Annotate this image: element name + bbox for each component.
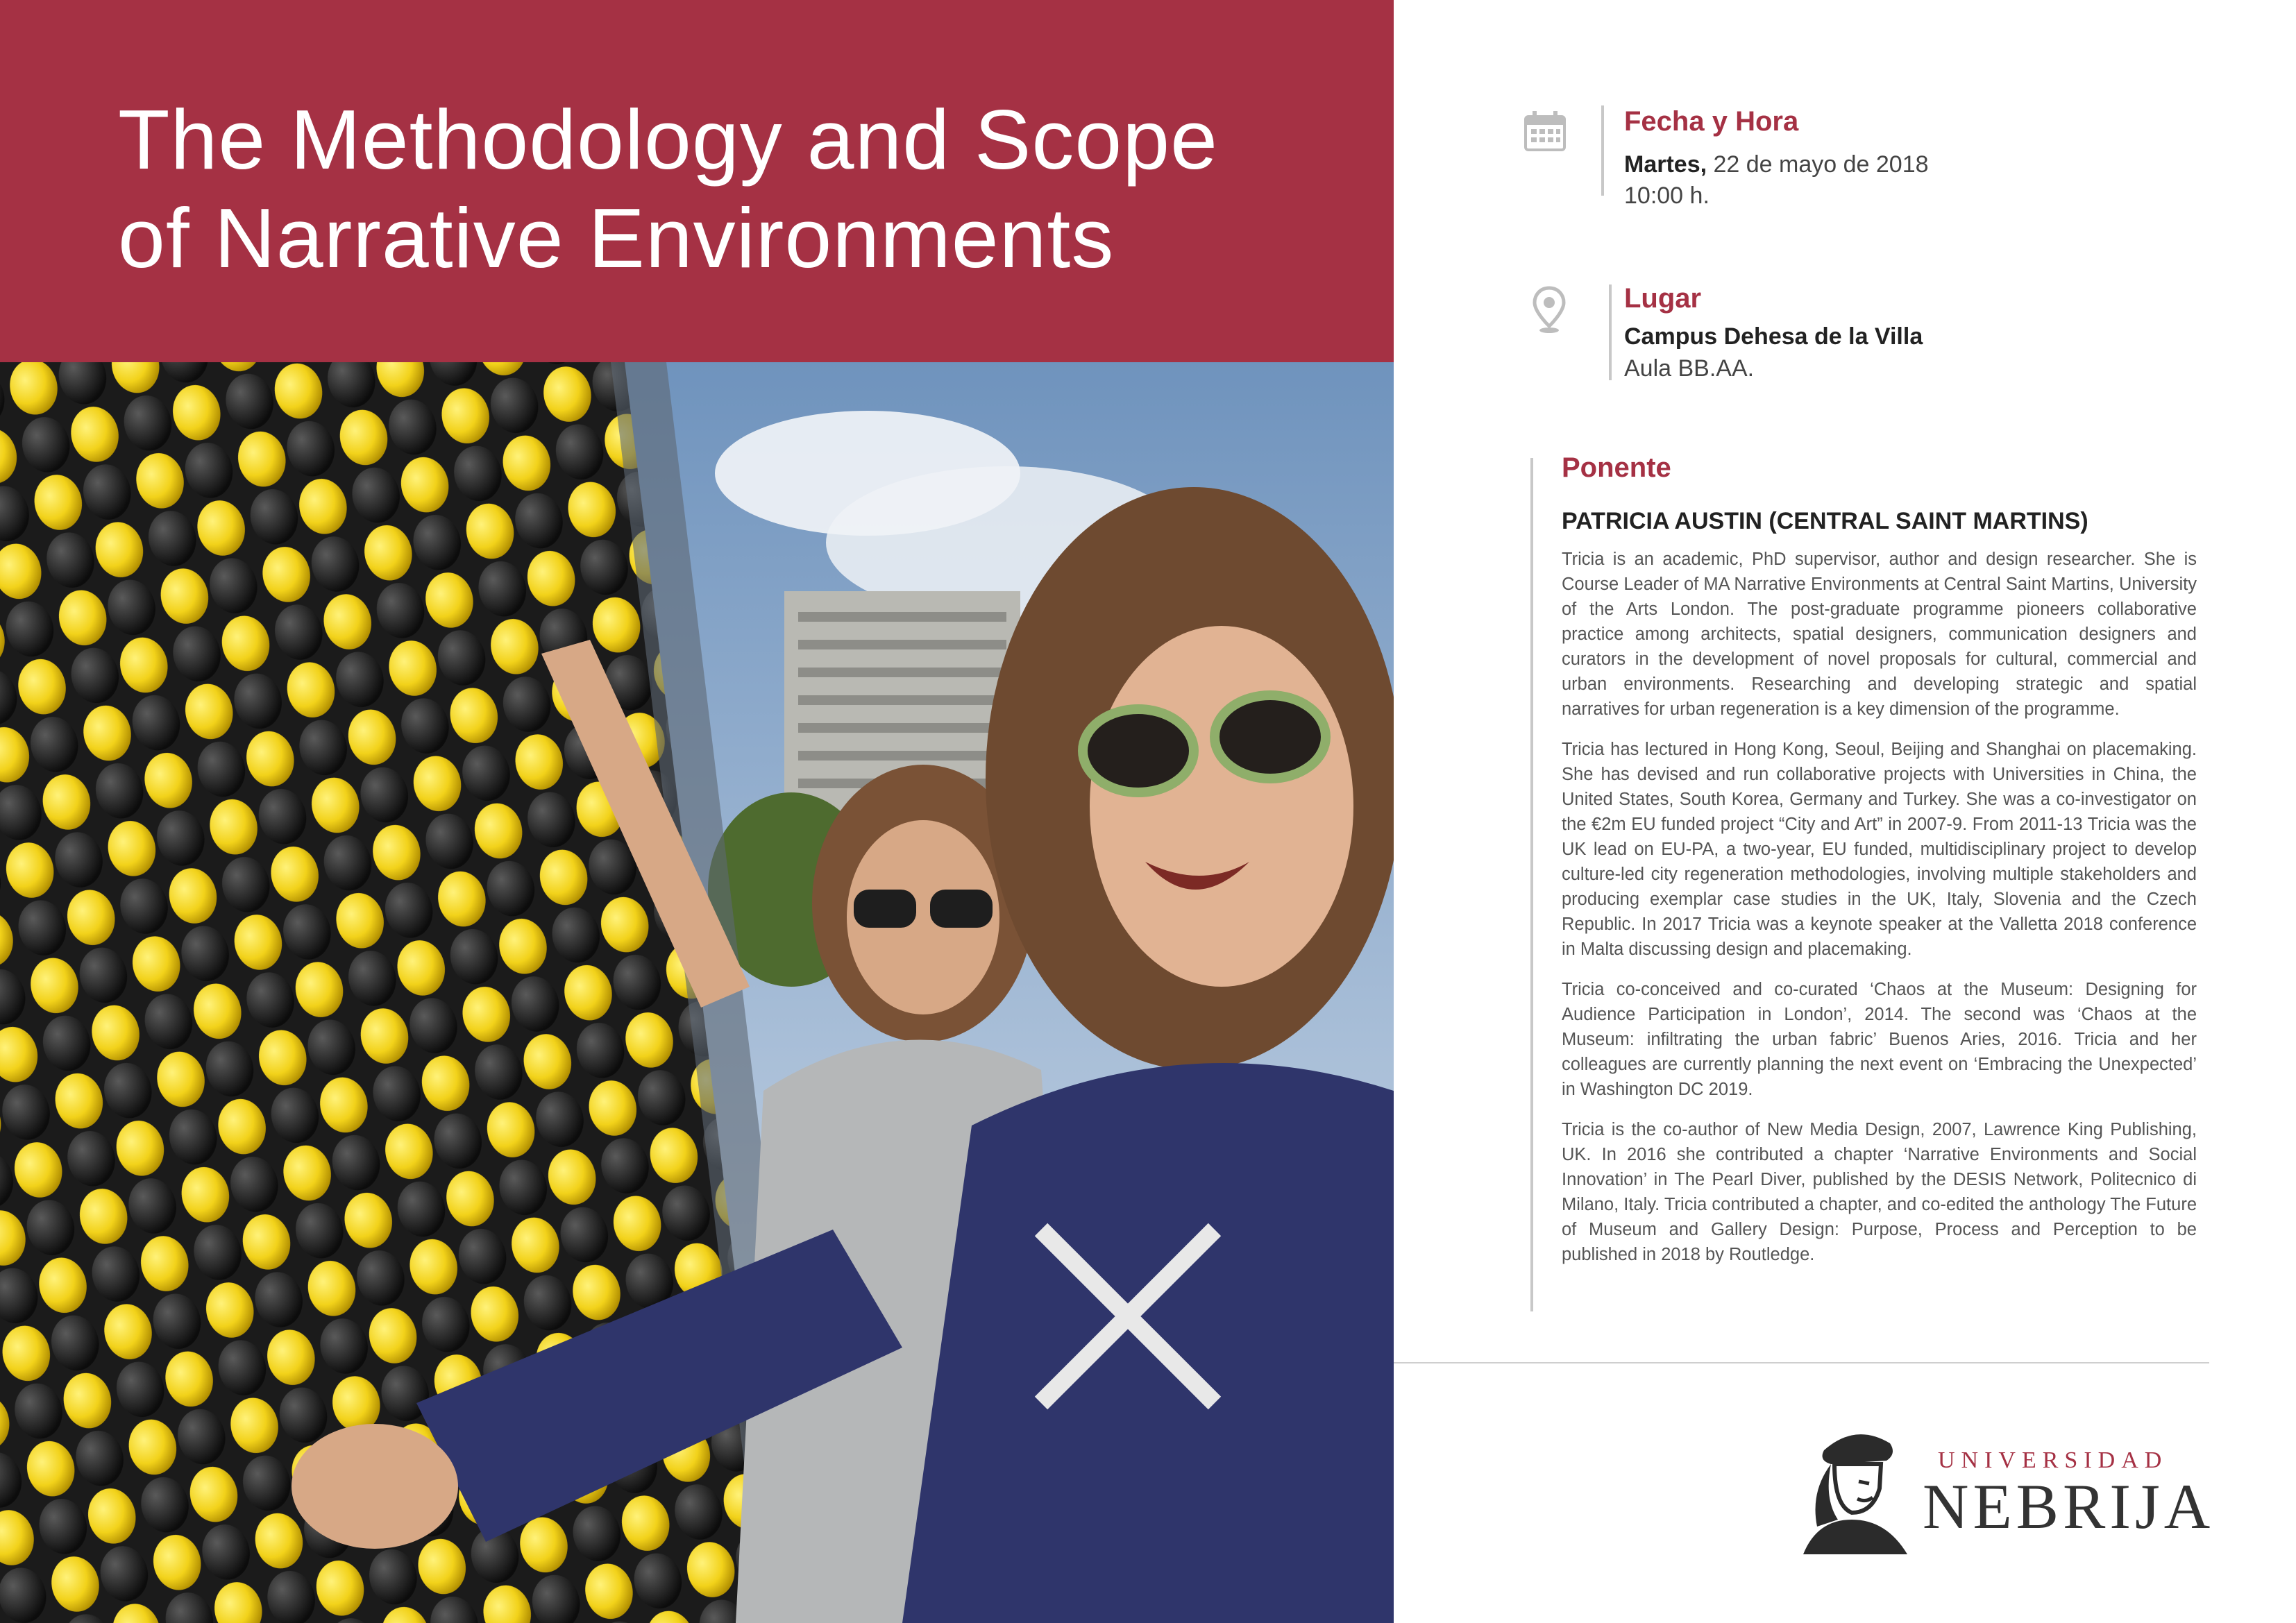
fecha-day: Martes, (1624, 151, 1707, 178)
photo-illustration (0, 362, 1394, 1623)
bio-paragraph-1: Tricia is an academic, PhD supervisor, author and design researcher. She is Course Leader of MA Narrative Environments at Central Saint Martins, University of the Arts London. The post-graduate programme pioneers collaborative practice among architects, spatial designers, communication designers and curators in the development of novel proposals for cultural, commercial and urban environments. Researching and developing strategic and spatial narratives for urban regeneration is a key dimension of the programme. (1562, 550, 2197, 719)
bio-paragraph-4: Tricia is the co-author of New Media Design, 2007, Lawrence King Publishing, UK. In 2016 she contributed a chapter ‘Narrative Environments and Social Innovation’ in The Pearl Diver, published by the DESIS Network, Politecnico di Milano, Italy. Tricia contributed a chapter, and co-edited the anthology The Future of Museum and Gallery Design: Purpose, Process and Perception to be published in 2018 by Routledge. (1562, 1120, 2197, 1264)
speaker-bio (1562, 547, 2197, 1282)
bio-paragraph-3: Tricia co-conceived and co-curated ‘Chaos at the Museum: Designing for Audience Participation in London’, 2014. The second was ‘Chaos at the Museum: infiltrating the urban fabric’ Buenos Aries, 2016. Tricia and her colleagues are currently planning the next event on ‘Embracing the Unexpected’ in Washington DC 2019. (1562, 980, 2197, 1099)
footer-divider (1394, 1362, 2209, 1363)
logo-nebrija: NEBRIJA (1923, 1471, 2215, 1542)
fecha-date (1624, 151, 1929, 178)
fecha-date-text: 22 de mayo de 2018 (1707, 151, 1929, 178)
title-banner (0, 0, 1394, 362)
bio-paragraph-2: Tricia has lectured in Hong Kong, Seoul, Beijing and Shanghai on placemaking. She has devised and run collaborative projects with Universities in China, the United States, South Korea, Germany and Turkey. She was a co-investigator on the €2m EU funded project “City and Art” in 2007-9. From 2011-13 Tricia was the UK lead on EU-PA, a two-year, EU funded, multidisciplinary project to develop culture-led city regeneration methodologies, involving multiple stakeholders and producing exemplar case studies in the UK, Italy, Slovenia and the Czech Republic. In 2017 Tricia was a keynote speaker at the Valletta 2018 conference in Malta discussing design and placemaking. (1562, 740, 2197, 959)
fecha-divider (1601, 105, 1604, 196)
fecha-label: Fecha y Hora (1624, 106, 1799, 137)
lugar-campus: Campus Dehesa de la Villa (1624, 323, 1923, 350)
title-line-2: of Narrative Environments (118, 191, 1115, 285)
event-photo (0, 362, 1394, 1623)
title-line-1: The Methodology and Scope (118, 92, 1218, 187)
ponente-divider (1530, 458, 1533, 1311)
logo-universidad: UNIVERSIDAD (1938, 1447, 2168, 1473)
fecha-time: 10:00 h. (1624, 182, 1710, 209)
nebrija-portrait-logo (1803, 1422, 1907, 1554)
calendar-icon (1524, 111, 1566, 151)
speaker-name: PATRICIA AUSTIN (CENTRAL SAINT MARTINS) (1562, 508, 2088, 534)
lugar-label: Lugar (1624, 283, 1702, 314)
lugar-divider (1609, 284, 1612, 380)
location-pin-icon (1532, 286, 1567, 334)
event-title (118, 90, 1367, 287)
lugar-room: Aula BB.AA. (1624, 355, 1755, 382)
ponente-label: Ponente (1562, 452, 1671, 483)
